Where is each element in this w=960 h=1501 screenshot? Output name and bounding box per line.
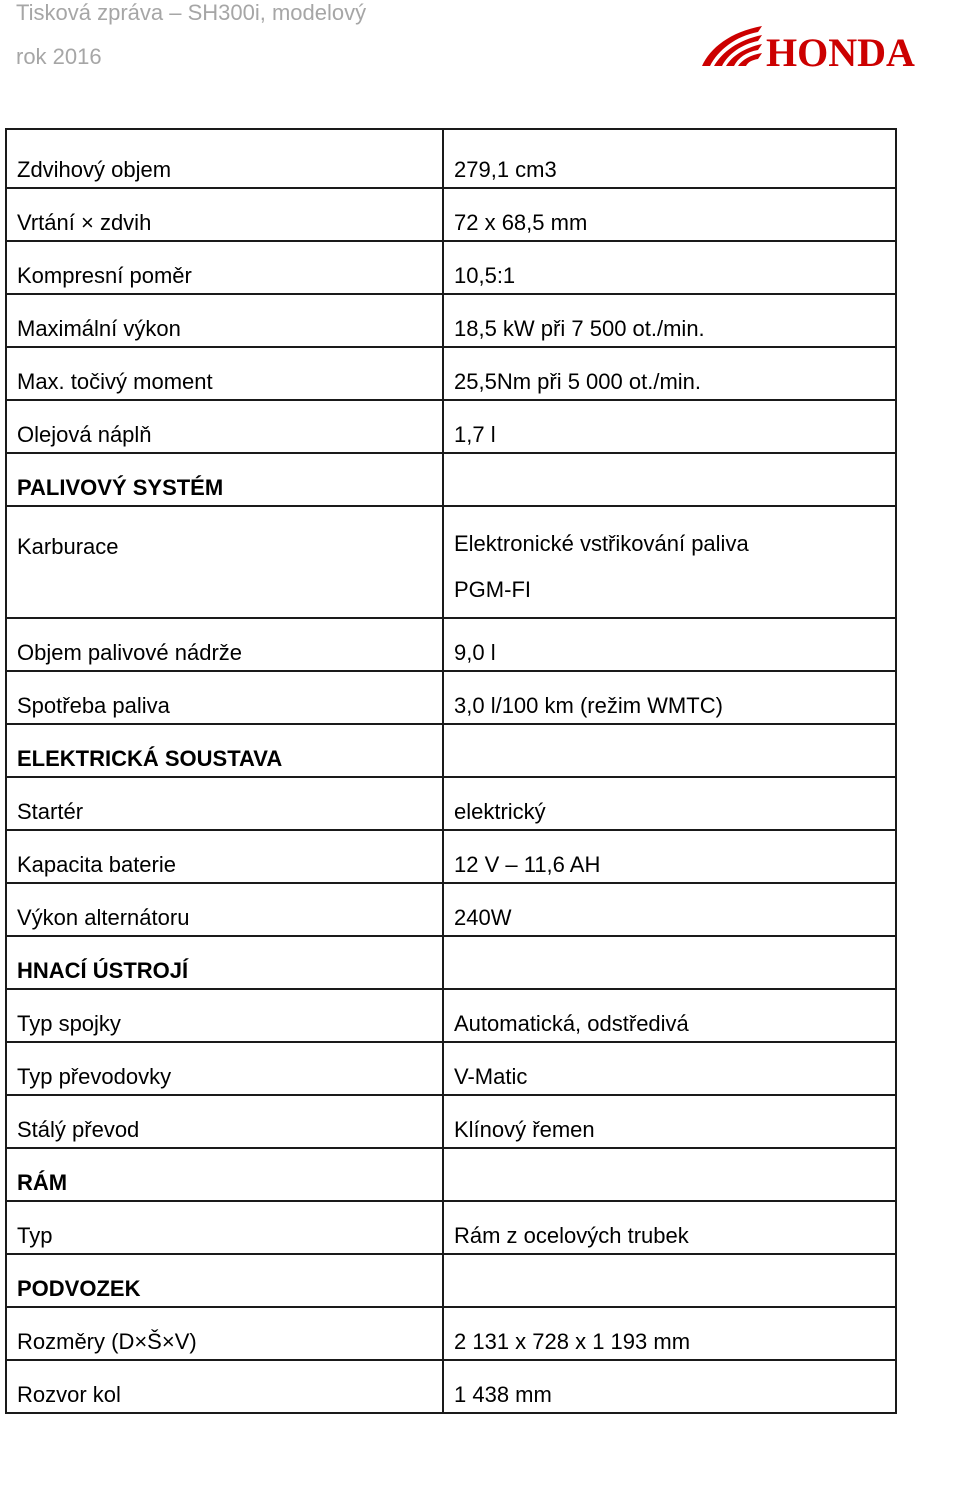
honda-logo [700,22,958,70]
specs-table [5,128,897,1414]
spec-value: 72 x 68,5 mm [443,188,896,241]
spec-label: Rozvor kol [6,1360,443,1413]
table-row [6,1201,896,1254]
spec-value: Klínový řemen [443,1095,896,1148]
table-row [6,506,896,618]
table-row [6,777,896,830]
spec-label: Stálý převod [6,1095,443,1148]
table-row [6,294,896,347]
spec-value [443,453,896,506]
table-row [6,671,896,724]
spec-value: 12 V – 11,6 AH [443,830,896,883]
spec-label: Objem palivové nádrže [6,618,443,671]
table-row [6,830,896,883]
spec-value: 3,0 l/100 km (režim WMTC) [443,671,896,724]
spec-label: Karburace [6,506,443,618]
spec-value: elektrický [443,777,896,830]
spec-label: Typ [6,1201,443,1254]
spec-value [443,724,896,777]
spec-label: Max. točivý moment [6,347,443,400]
logo-text: HONDA [766,30,915,70]
spec-label: Typ převodovky [6,1042,443,1095]
spec-value: 25,5Nm při 5 000 ot./min. [443,347,896,400]
spec-label: Typ spojky [6,989,443,1042]
section-row [6,453,896,506]
section-heading: PALIVOVÝ SYSTÉM [6,453,443,506]
spec-value: Automatická, odstředivá [443,989,896,1042]
table-row [6,129,896,188]
spec-value [443,936,896,989]
spec-label: Kompresní poměr [6,241,443,294]
section-row [6,1254,896,1307]
spec-label: Olejová náplň [6,400,443,453]
spec-value: 1,7 l [443,400,896,453]
spec-value [443,1254,896,1307]
section-row [6,1148,896,1201]
table-row [6,400,896,453]
section-heading: PODVOZEK [6,1254,443,1307]
table-row [6,1307,896,1360]
table-row [6,989,896,1042]
spec-label: Kapacita baterie [6,830,443,883]
spec-label: Rozměry (D×Š×V) [6,1307,443,1360]
spec-value: 240W [443,883,896,936]
table-row [6,1360,896,1413]
spec-value: 279,1 cm3 [443,129,896,188]
section-heading: HNACÍ ÚSTROJÍ [6,936,443,989]
honda-wing-icon [700,22,958,70]
section-row [6,724,896,777]
spec-value: 18,5 kW při 7 500 ot./min. [443,294,896,347]
table-row [6,241,896,294]
spec-label: Vrtání × zdvih [6,188,443,241]
spec-value: V-Matic [443,1042,896,1095]
table-row [6,618,896,671]
spec-label: Spotřeba paliva [6,671,443,724]
table-row [6,188,896,241]
spec-label: Startér [6,777,443,830]
spec-value [443,1148,896,1201]
table-row [6,883,896,936]
spec-value-line: Elektronické vstřikování paliva [454,531,749,556]
spec-value: 9,0 l [443,618,896,671]
table-row [6,347,896,400]
section-row [6,936,896,989]
header-title: Tisková zpráva – SH300i, modelový [16,0,367,25]
header-subtitle: rok 2016 [16,44,102,69]
table-row [6,1042,896,1095]
spec-label: Maximální výkon [6,294,443,347]
table-row [6,1095,896,1148]
spec-value: Rám z ocelových trubek [443,1201,896,1254]
spec-value: 10,5:1 [443,241,896,294]
spec-value-line: PGM-FI [454,577,531,602]
spec-value: 2 131 x 728 x 1 193 mm [443,1307,896,1360]
spec-label: Výkon alternátoru [6,883,443,936]
section-heading: RÁM [6,1148,443,1201]
spec-value [443,506,896,618]
spec-label: Zdvihový objem [6,129,443,188]
section-heading: ELEKTRICKÁ SOUSTAVA [6,724,443,777]
spec-value: 1 438 mm [443,1360,896,1413]
